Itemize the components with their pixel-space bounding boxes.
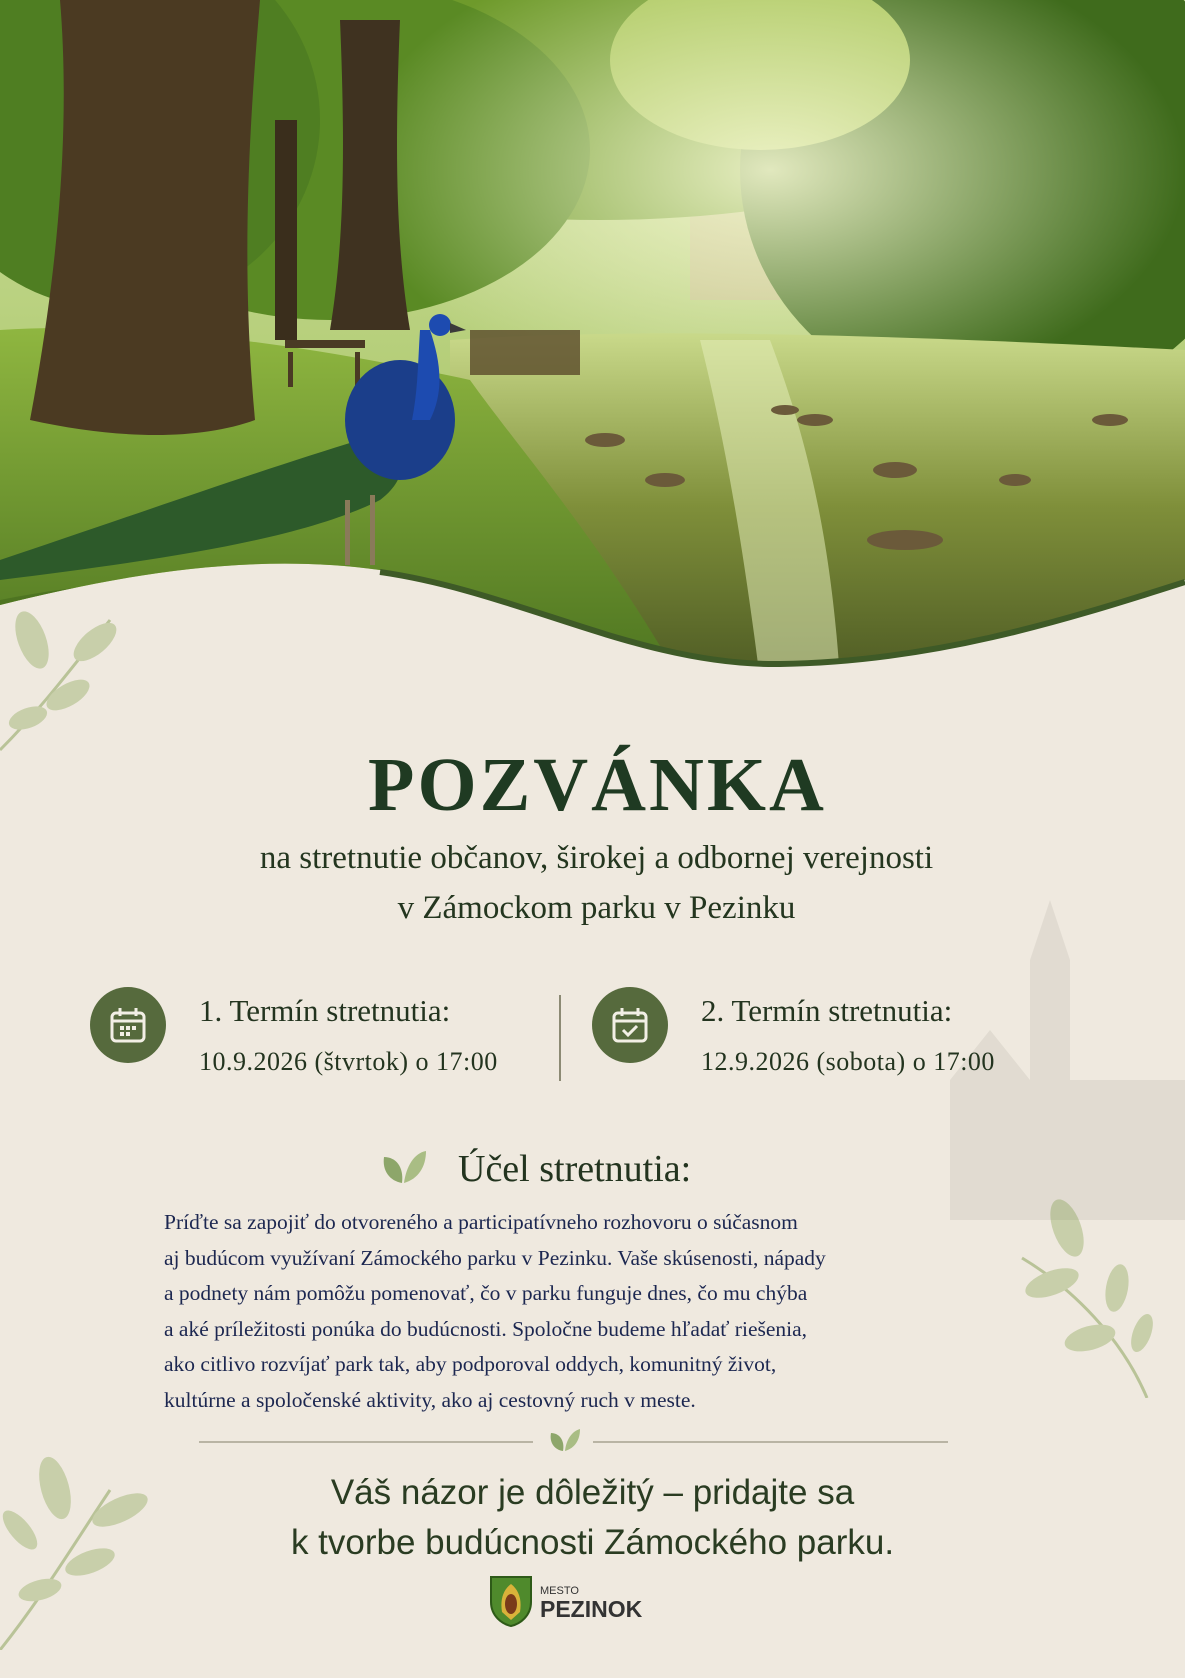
divider-left — [199, 1441, 533, 1443]
purpose-line: a aké príležitosti ponúka do budúcnosti. Spoločne budeme hľadať riešenia, — [164, 1316, 808, 1341]
logo-label-big: PEZINOK — [540, 1596, 643, 1622]
leaf-icon — [548, 1425, 582, 1458]
subtitle-line-1: na stretnutie občanov, širokej a odbornej verejnosti — [259, 840, 934, 876]
leaf-branch-decoration-right — [1012, 1198, 1172, 1398]
subtitle-line-2: v Zámockom parku v Pezinku — [397, 890, 796, 926]
closing-line-1: Váš názor je dôležitý – pridajte sa — [330, 1473, 855, 1512]
meeting-date-2 — [592, 985, 1052, 1085]
purpose-line: ako citlivo rozvíjať park tak, aby podporoval oddych, komunitný život, — [164, 1352, 777, 1376]
meeting-1-date: 10.9.2026 (štvrtok) o 17:00 — [199, 1047, 498, 1076]
purpose-line: a podnety nám pomôžu pomenovať, čo v parku funguje dnes, čo mu chýba — [164, 1281, 808, 1305]
logo-label-small: MESTO — [540, 1585, 579, 1597]
divider-right — [593, 1441, 948, 1443]
calendar-check-icon — [592, 987, 668, 1063]
page-subtitle — [0, 833, 1185, 933]
meeting-2-date: 12.9.2026 (sobota) o 17:00 — [701, 1047, 995, 1076]
hero-park-image — [0, 0, 1185, 680]
closing-line-2: k tvorbe budúcnosti Zámockého parku. — [290, 1523, 895, 1562]
meeting-date-1 — [90, 985, 550, 1085]
purpose-line: aj budúcom využívaní Zámockého parku v Pezinku. Vaše skúsenosti, nápady — [164, 1245, 826, 1270]
purpose-heading — [380, 1145, 780, 1205]
leaf-branch-decoration-top-left — [0, 600, 150, 760]
page-title: POZVÁNKA — [368, 743, 827, 827]
closing-message — [0, 1468, 1185, 1568]
city-logo — [488, 1574, 668, 1630]
meeting-1-label: 1. Termín stretnutia: — [199, 993, 451, 1028]
leaf-icon — [380, 1145, 428, 1190]
calendar-icon — [90, 987, 166, 1063]
purpose-body — [164, 1205, 982, 1418]
purpose-line: Príďte sa zapojiť do otvoreného a participatívneho rozhovoru o súčasnom — [164, 1210, 798, 1234]
meeting-2-label: 2. Termín stretnutia: — [701, 993, 953, 1028]
city-coat-of-arms-icon — [488, 1574, 534, 1633]
meetings-divider — [559, 995, 561, 1081]
purpose-title: Účel stretnutia: — [458, 1148, 692, 1190]
purpose-line: kultúrne a spoločenské aktivity, ako aj cestovný ruch v meste. — [164, 1387, 696, 1412]
